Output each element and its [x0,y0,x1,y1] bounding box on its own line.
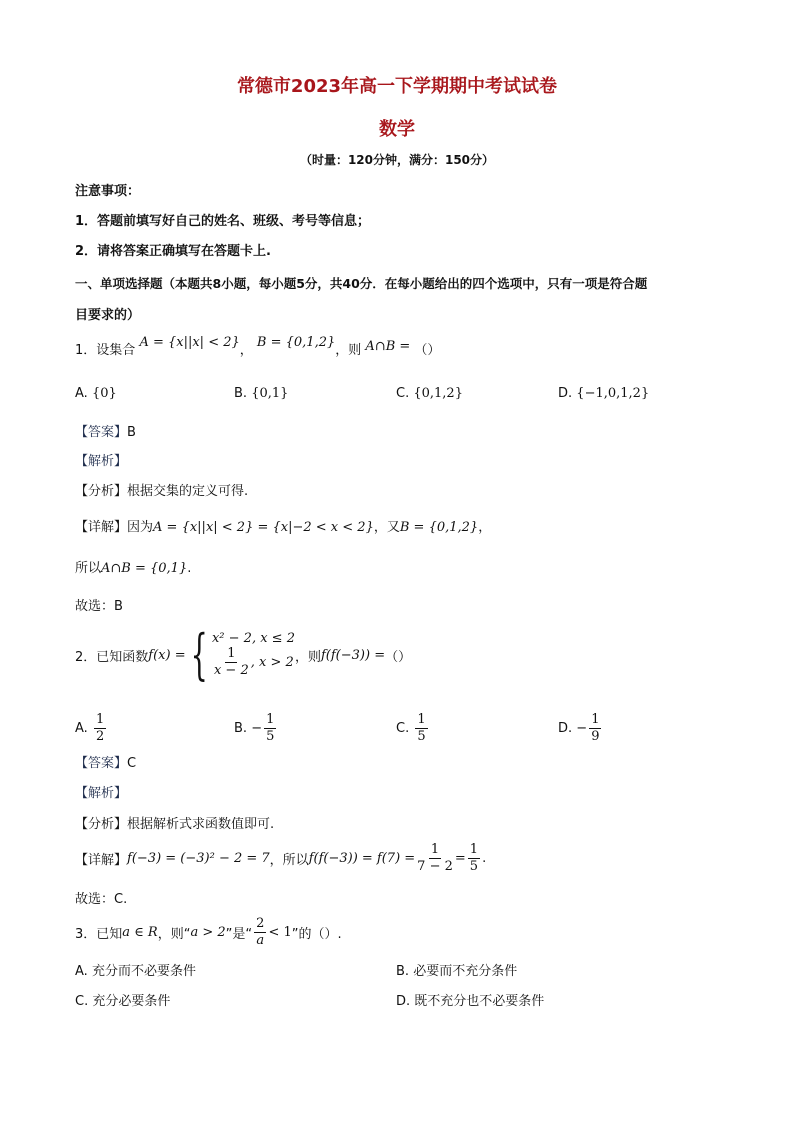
exam-subject: 数学 [379,119,415,140]
text-span: C [127,756,137,771]
note-item: 1．答题前填写好自己的姓名、班级、考号等信息； [75,214,371,229]
text-span: a ∈ R [122,925,158,940]
text-span: 1 [417,712,426,727]
note-item: 2．请将答案正确填写在答题卡上. [75,244,271,259]
text-span: − [251,721,263,736]
text-span: 【答案】 [75,425,128,440]
function-math: f(x) = [148,647,186,663]
text-span: 已知函数 [96,649,149,665]
stem-text: ，则 [335,343,362,358]
option-d [558,385,649,403]
text-span: {0} [91,386,117,401]
text-span: . [187,561,192,576]
text-span: {−1,0,1,2} [576,386,650,401]
text-span: 1 [227,646,236,661]
intersection-math: A∩B = [365,339,411,354]
text-span: 1 [469,842,479,857]
question-number: 1． [75,343,97,358]
answer-line [75,424,136,442]
set-b-math: B = {0,1,2} [256,335,336,350]
choice-line: 故选：B [75,599,123,614]
text-span: 【分析】 [75,484,128,499]
text-span: 已知 [96,927,123,942]
text-span [212,646,295,679]
analysis-label: 【解析】 [75,786,128,801]
text-span: A = {x||x| < 2} = {x|−2 < x < 2} [153,520,374,535]
option-d [558,712,603,745]
set-a-math: A = {x||x| < 2} [139,335,240,350]
section-heading: 一、单项选择题（本题共8小题，每小题5分，共40分．在每小题给出的四个选项中，只有一项是符合题 [75,276,648,291]
choice-line: 故选：C. [75,892,128,907]
text-span: 5 [469,859,479,874]
text-span: x − 2 [213,663,249,678]
option-a [75,963,196,981]
detail-line-2 [75,560,191,578]
text-span: 充分必要条件 [92,994,171,1009]
text-span: ，又 [373,520,400,535]
text-span: 3． [75,927,97,942]
text-span: 7 − 2 [417,859,453,874]
text-span: 2 [95,729,105,744]
text-span: ，则 [294,649,321,665]
answer-line [75,755,136,773]
stem-text: （） [414,343,441,358]
fraction [417,842,453,875]
text-span: {0,1} [251,386,289,401]
text-span: f(−3) = (−3)² − 2 = 7 [127,851,270,866]
text-span: 【答案】 [75,756,128,771]
option-a [75,385,117,403]
text-span: D. [558,721,573,736]
text-span: 根据解析式求函数值即可. [127,817,275,832]
option-c [396,712,430,745]
text-span: ，则“ [157,927,191,942]
text-span: − [576,721,588,736]
text-span: B. [234,386,248,401]
option-b [396,963,517,981]
text-span: 既不充分也不必要条件 [414,994,545,1009]
text-span: ”的（）. [291,927,342,942]
text-span: {0,1,2} [413,386,463,401]
text-span: 2． [75,649,97,665]
notes-heading: 注意事项： [75,184,141,199]
piecewise-cases [212,631,295,679]
question-1-stem [75,335,441,360]
text-span: = [454,851,466,866]
text-span: f(f(−3)) = [320,647,386,663]
fraction [415,712,427,745]
stem-text: 设集合 [96,343,136,358]
text-span: B. [234,721,248,736]
fenxi-line [75,816,274,834]
text-span: 充分而不必要条件 [91,964,196,979]
fraction [264,712,276,745]
text-span: a > 2 [190,925,226,940]
text-span: D. [558,386,573,401]
text-span: 根据交集的定义可得. [127,484,249,499]
fraction [254,916,266,949]
text-span: A∩B = {0,1} [101,561,188,576]
text-span: 【详解】 [75,853,128,868]
detail-line [75,842,486,875]
text-span: 必要而不充分条件 [413,964,518,979]
text-span: x² − 2, x ≤ 2 [211,631,295,646]
fraction [214,646,249,679]
text-span: 9 [591,729,600,744]
exam-info: （时量：120分钟，满分：150分） [299,153,495,167]
text-span: 1 [95,712,105,727]
text-span: C. [396,721,410,736]
text-span: B. [396,964,410,979]
exam-title: 常德市2023年高一下学期期中考试试卷 [236,76,558,97]
text-span: . [482,851,487,866]
stem-text: ， [239,343,253,358]
option-a [75,712,108,745]
option-b [234,385,288,403]
option-b [234,712,278,745]
text-span: C. [396,386,410,401]
text-span: D. [396,994,411,1009]
text-span: A. [75,964,88,979]
fraction [94,712,106,745]
fraction [589,712,601,745]
brace-icon: { [190,623,208,686]
text-span: C. [75,994,89,1009]
option-d [396,993,544,1011]
text-span: 1 [591,712,600,727]
text-span: A. [75,386,88,401]
fraction [468,842,480,875]
analysis-label: 【解析】 [75,454,128,469]
text-span: 5 [417,729,426,744]
text-span: A. [75,721,88,736]
text-span: ，所以 [269,853,309,868]
text-span: 1 [430,842,440,857]
text-span: < 1 [268,925,292,940]
section-heading-cont: 目要求的） [75,308,141,323]
text-span: 所以 [75,561,102,576]
question-2-stem [75,623,412,686]
text-span: 2 [256,916,265,931]
text-span: ， [478,520,492,535]
text-span: a [256,933,265,948]
question-3-stem [75,916,342,949]
text-span: 【分析】 [75,817,128,832]
text-span: B = {0,1,2} [399,520,479,535]
text-span: , x > 2 [250,655,294,670]
text-span: f(f(−3)) = f(7) = [308,851,416,866]
option-c [396,385,463,403]
option-c [75,993,170,1011]
fenxi-line [75,483,248,501]
text-span: 因为 [127,520,154,535]
text-span: 5 [266,729,275,744]
text-span: ”是“ [225,927,253,942]
text-span: （） [385,649,412,665]
text-span: B [127,425,136,440]
detail-line [75,519,491,537]
text-span: 1 [266,712,275,727]
text-span: 【详解】 [75,520,128,535]
